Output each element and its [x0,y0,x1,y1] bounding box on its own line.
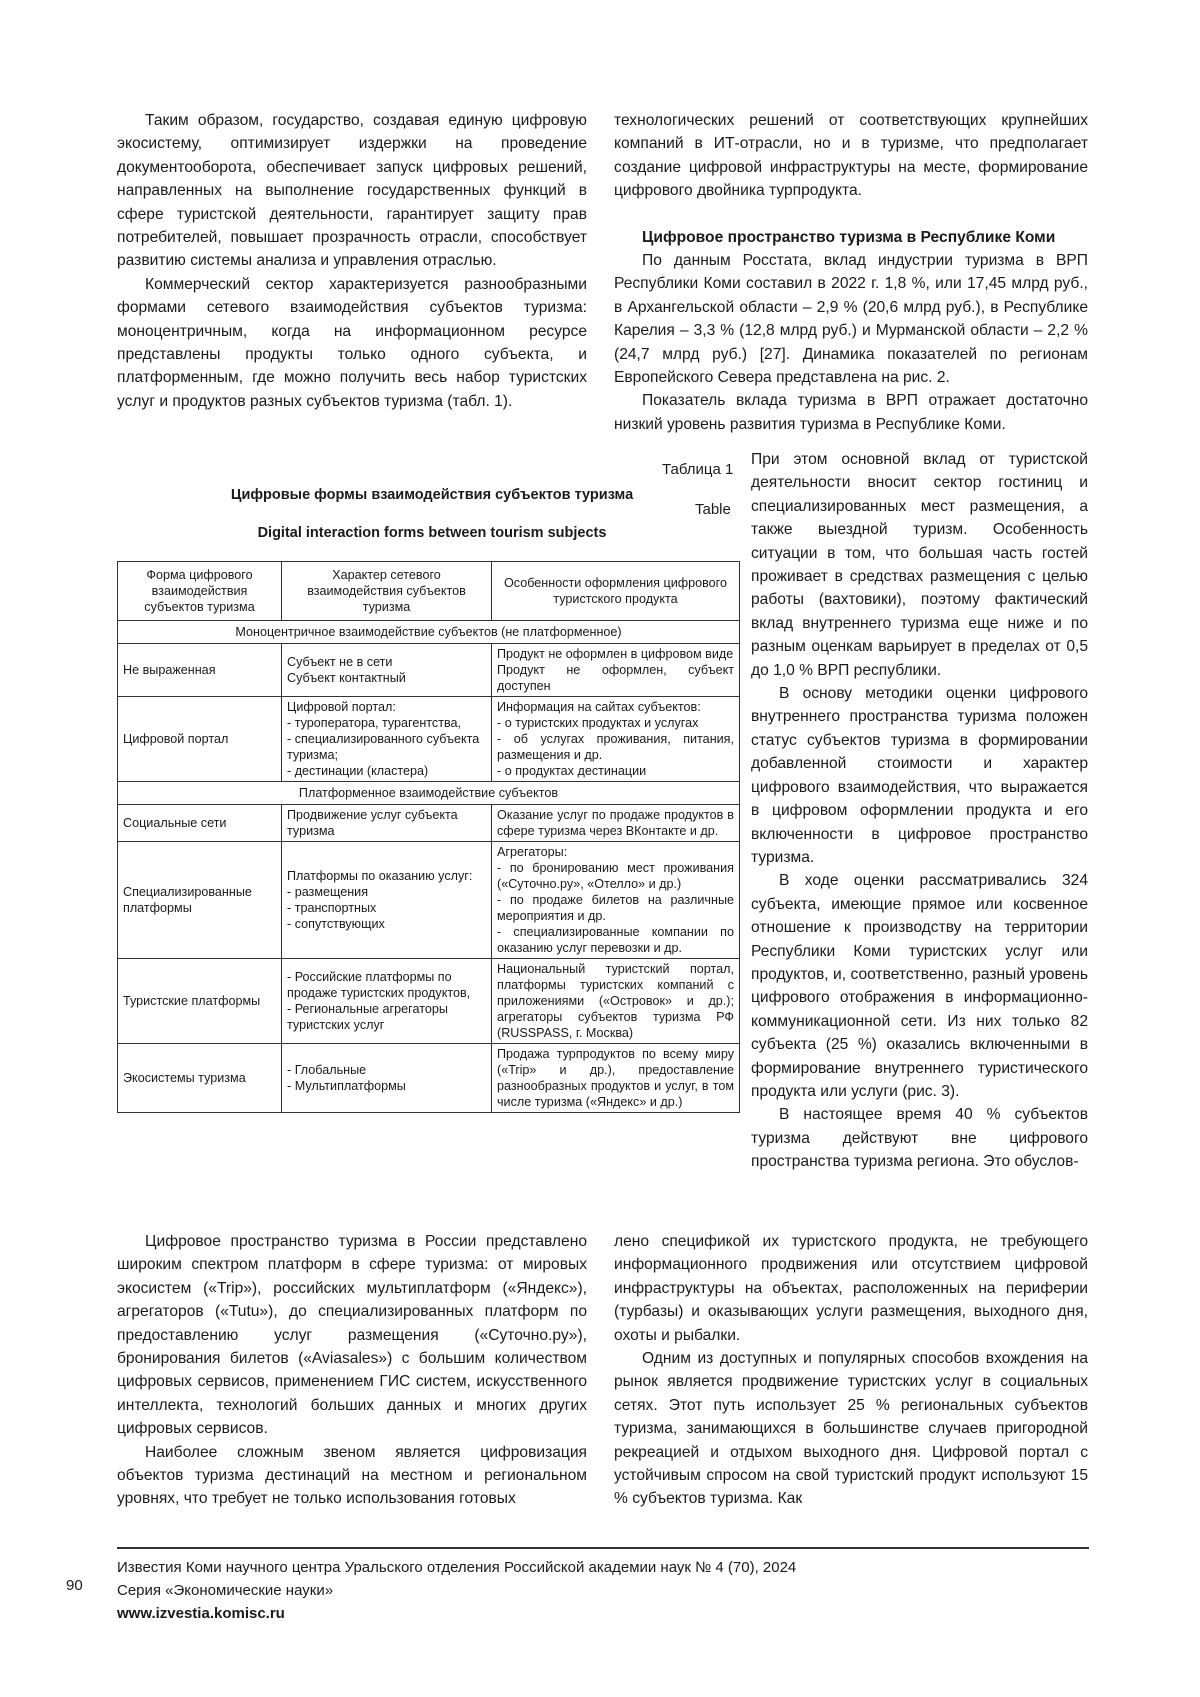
footer-series: Серия «Экономические науки» [117,1582,334,1599]
paragraph: Одним из доступных и популярных способов вхождения на рынок является продвижение туристских услуг в социальных сетях. Этот путь использует 25 % региональных субъектов туризма, занимающихся в большинстве случаев пригородной рекреацией и отдыхом выходного дня. Цифровой портал с устойчивым спросом на свой туристский продукт используют 15 % субъектов туризма. Как [614,1350,1088,1508]
table-row [118,644,740,697]
right-column-top [614,109,1088,436]
table-cell-form: Цифровой портал [118,697,282,782]
table-section-row [118,782,740,805]
table-header-cell: Характер сетевого взаимодействия субъектов туризма [282,562,492,621]
paragraph: Таким образом, государство, создавая единую цифровую экосистему, оптимизирует издержки на проведение документооборота, обеспечивает запуск цифровых решений, направленных на выполнение государственных функций в сфере туристской деятельности, гарантирует защиту прав потребителей, повышает прозрачность отрасли, способствует развитию системы анализа и управления отраслью. [117,112,587,270]
table-cell-nature: - Глобальные - Мультиплатформы [282,1044,492,1113]
table-cell-features: Информация на сайтах субъектов: - о туристских продуктах и услугах - об услугах проживания, питания, размещения и др. - о продуктах дестинации [492,697,740,782]
table-header-cell: Форма цифрового взаимодействия субъектов туризма [118,562,282,621]
paragraph: В основу методики оценки цифрового внутреннего пространства туризма положен статус субъектов туризма в формировании добавленной стоимости и характер цифрового взаимодействия, что выражается в цифровом оформлении продукта и его включенности в цифровое пространство туризма. [751,685,1088,866]
paragraph-continuation: лено спецификой их туристского продукта, не требующего информационного продвижения или отсутствием цифровой инфраструктуры на объектах, расположенных на периферии (турбазы) и оказывающих услуги размещения, выходного дня, охоты и рыбалки. [614,1233,1088,1344]
table-cell-form: Не выраженная [118,644,282,697]
table-section-row [118,621,740,644]
table-cell-features: Оказание услуг по продаже продуктов в сфере туризма через ВКонтакте и др. [492,805,740,842]
footer-website-link[interactable]: www.izvestia.komisc.ru [117,1605,285,1622]
table-cell-nature: Продвижение услуг субъекта туризма [282,805,492,842]
table-1 [117,561,739,1113]
table-cell-features: Агрегаторы: - по бронированию мест проживания («Суточно.ру», «Отелло» и др.) - по продаже билетов на различные мероприятия и др. - специализированные компании по оказанию услуг перевозки и др. [492,842,740,959]
table-cell-nature: Цифровой портал: - туроператора, турагентства, - специализированного субъекта туризма; - дестинации (кластера) [282,697,492,782]
paragraph: При этом основной вклад от туристской деятельности вносит сектор гостиниц и специализированных мест размещения, а также выездной туризм. Особенность ситуации в том, что большая часть гостей проживает в средствах размещения с целью работы (вахтовики), поэтому фактический вклад внутреннего туризма еще ниже и по разным оценкам варьирует в пределах от 0,5 до 1,0 % ВРП республики. [751,451,1088,679]
table-cell-form: Туристские платформы [118,959,282,1044]
table-row [118,959,740,1044]
paragraph: В настоящее время 40 % субъектов туризма действуют вне цифрового пространства туризма региона. Это обуслов- [751,1106,1088,1171]
table-row [118,842,740,959]
table-cell-form: Экосистемы туризма [118,1044,282,1113]
table-cell-features: Продукт не оформлен в цифровом виде Продукт не оформлен, субъект доступен [492,644,740,697]
table-cell-form: Специализированные платформы [118,842,282,959]
table-cell-nature: Платформы по оказанию услуг: - размещения - транспортных - сопутствующих [282,842,492,959]
table-label-en: Table [695,501,731,518]
table-section-label: Платформенное взаимодействие субъектов [118,782,740,805]
table-row [118,805,740,842]
paragraph: Цифровое пространство туризма в России представлено широким спектром платформ в сфере туризма: от мировых экосистем («Trip»), российских мультиплатформ («Яндекс»), агрегаторов («Tutu»), до специализированных платформ по предоставлению услуг размещения («Суточно.ру»), бронирования билетов («Aviasales») с большим количеством цифровых сервисов, применением ГИС систем, искусственного интеллекта, технологий больших данных и многих других цифровых сервисов. [117,1233,587,1438]
paragraph: В ходе оценки рассматривались 324 субъекта, имеющие прямое или косвенное отношение к производству на территории Республики Коми туристских услуг или продуктов, и, соответственно, разный уровень цифрового отображения в информационно-коммуникационной сети. Из них только 82 субъекта (25 %) оказались включенными в формирование внутреннего туристического продукта или услуги (рис. 3). [751,872,1088,1100]
right-column-bottom [614,1230,1088,1511]
table-label: Таблица 1 [662,461,734,478]
table-cell-features: Продажа турпродуктов по всему миру («Trip» и др.), предоставление разнообразных продуктов и услуг, в том числе туризма («Яндекс» и др.) [492,1044,740,1113]
table-cell-nature: - Российские платформы по продаже туристских продуктов, - Региональные агрегаторы туристских услуг [282,959,492,1044]
paragraph: Коммерческий сектор характеризуется разнообразными формами сетевого взаимодействия субъектов туризма: моноцентричным, когда на информационном ресурсе представлены продукты только одного субъекта, и платформенным, где можно получить весь набор туристских услуг и продуктов разных субъектов туризма (табл. 1). [117,275,587,410]
table-cell-nature: Субъект не в сети Субъект контактный [282,644,492,697]
table-header-row [118,562,740,621]
table-title-en: Digital interaction forms between tourism subjects [257,525,607,541]
table-row [118,697,740,782]
table-cell-form: Социальные сети [118,805,282,842]
table-row [118,1044,740,1113]
footer-journal: Известия Коми научного центра Уральского отделения Российской академии наук № 4 (70), 2024 [117,1559,797,1576]
interaction-forms-table [117,561,740,1113]
table-cell-features: Национальный туристский портал, платформы туристских компаний с приложениями («Островок» и др.); агрегаторы субъектов туризма РФ (RUSSPASS, г. Москва) [492,959,740,1044]
table-section-label: Моноцентричное взаимодействие субъектов (не платформенное) [118,621,740,644]
paragraph: Наиболее сложным звеном является цифровизация объектов туризма дестинаций на местном и региональном уровнях, что требует не только использования готовых [117,1443,587,1508]
spacer [614,203,1088,226]
paragraph: По данным Росстата, вклад индустрии туризма в ВРП Республики Коми составил в 2022 г. 1,8 %, или 17,45 млрд руб., в Архангельской области – 2,9 % (20,6 млрд руб.), в Республике Карелия – 3,3 % (12,8 млрд руб.) и Мурманской области – 2,2 % (24,7 млрд руб.) [27]. Динамика показателей по регионам Европейского Севера представлена на рис. 2. [614,252,1088,387]
footer-divider [117,1547,1089,1549]
footer [117,1556,796,1625]
table-title: Цифровые формы взаимодействия субъектов туризма [230,487,634,503]
left-column-top [117,109,587,413]
paragraph: Показатель вклада туризма в ВРП отражает достаточно низкий уровень развития туризма в Республике Коми. [614,392,1088,433]
section-heading: Цифровое пространство туризма в Республике Коми [642,228,1056,246]
right-column-narrow [751,448,1088,1174]
paragraph-continuation: технологических решений от соответствующих крупнейших компаний в ИТ-отрасли, но и в туризме, что предполагает создание цифровой инфраструктуры на месте, формирование цифрового двойника турпродукта. [614,112,1088,200]
table-header-cell: Особенности оформления цифрового туристского продукта [492,562,740,621]
left-column-bottom [117,1230,587,1511]
page-number: 90 [66,1577,83,1594]
